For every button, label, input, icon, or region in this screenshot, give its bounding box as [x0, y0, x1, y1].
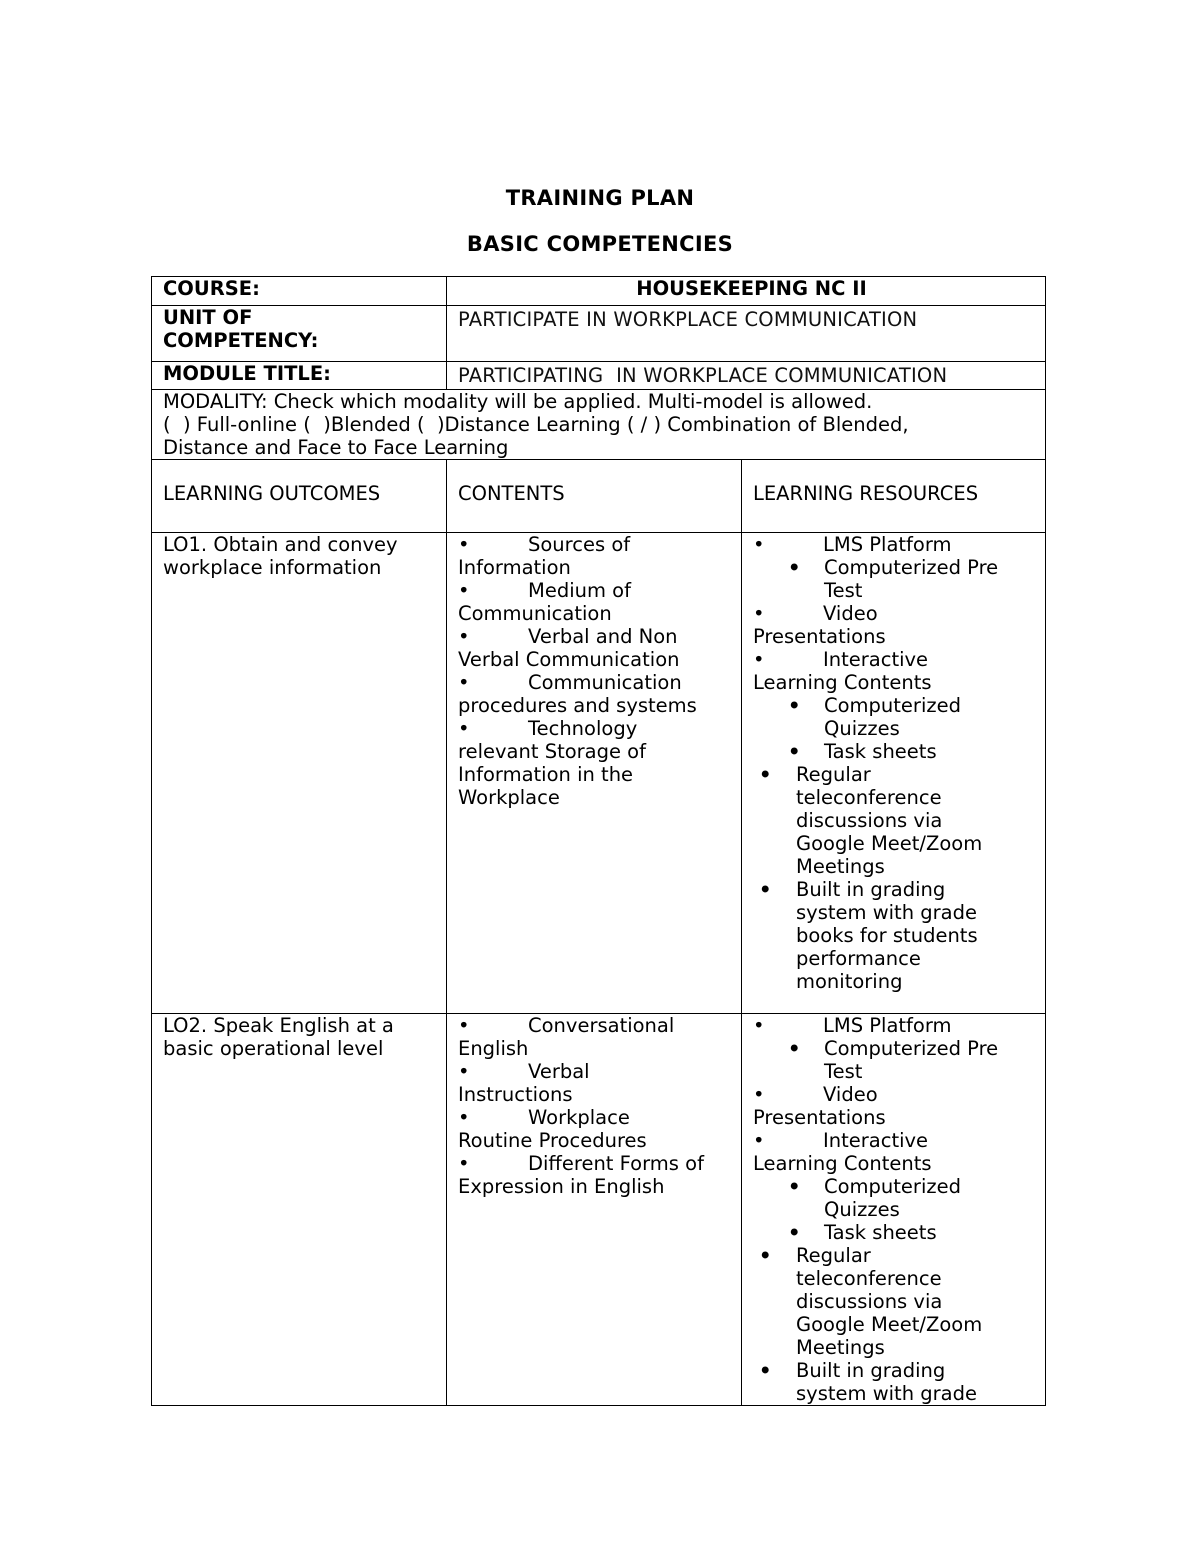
lo2-outcome: [152, 1014, 447, 1406]
content-item: • Verbal: [458, 1060, 590, 1083]
module-row: [152, 362, 1046, 390]
resource-item: • LMS Platform: [753, 533, 952, 556]
content-item: • Technology: [458, 717, 638, 740]
unit-label-line1: UNIT OF: [163, 306, 253, 329]
resource-item: • Built in grading system with grade: [753, 1359, 1045, 1405]
content-item-cont: English: [458, 1037, 529, 1060]
unit-label-line2: COMPETENCY:: [163, 329, 319, 352]
lo2-row: [152, 1014, 1046, 1406]
modality-cell: [152, 390, 1046, 460]
content-item-cont: Verbal Communication: [458, 648, 680, 671]
content-item: • Verbal and Non: [458, 625, 678, 648]
lo1-row: [152, 533, 1046, 1014]
content-item-cont: Routine Procedures: [458, 1129, 647, 1152]
lo2-outcome-line2: basic operational level: [163, 1037, 384, 1060]
unit-label: [152, 306, 447, 362]
content-item: • Conversational: [458, 1014, 675, 1037]
content-item: • Medium of: [458, 579, 631, 602]
modality-row: [152, 390, 1046, 460]
resource-item: • Computerized Pre Test: [753, 556, 1045, 602]
resource-item: • Task sheets: [753, 1221, 1045, 1244]
col-learning-outcomes: LEARNING OUTCOMES: [152, 460, 447, 533]
content-item-cont: Expression in English: [458, 1175, 665, 1198]
resource-item: • Video: [753, 602, 878, 625]
resource-item-cont: Learning Contents: [753, 671, 932, 694]
content-item-cont: Workplace: [458, 786, 560, 809]
resource-item-cont: Presentations: [753, 625, 886, 648]
resource-item: • Interactive: [753, 1129, 929, 1152]
course-value: HOUSEKEEPING NC II: [447, 277, 1046, 306]
resource-item: • Regular teleconference discussions via Google Meet/Zoom Meetings: [753, 1244, 1045, 1359]
resource-item: • Regular teleconference discussions via Google Meet/Zoom Meetings: [753, 763, 1045, 878]
resource-item: • Task sheets: [753, 740, 1045, 763]
modality-line1: MODALITY: Check which modality will be applied. Multi-model is allowed.: [163, 390, 873, 413]
resource-item: • Video: [753, 1083, 878, 1106]
content-item: • Workplace: [458, 1106, 630, 1129]
module-label: MODULE TITLE:: [152, 362, 447, 390]
col-learning-resources: LEARNING RESOURCES: [742, 460, 1046, 533]
modality-line2: ( ) Full-online ( )Blended ( )Distance Learning ( / ) Combination of Blended,: [163, 413, 909, 436]
resource-sublist: [753, 1037, 1045, 1083]
unit-row: [152, 306, 1046, 362]
lo1-outcome-line2: workplace information: [163, 556, 382, 579]
lo1-outcome-line1: LO1. Obtain and convey: [163, 533, 398, 556]
content-item: • Different Forms of: [458, 1152, 704, 1175]
column-header-row: [152, 460, 1046, 533]
content-item-cont: procedures and systems: [458, 694, 697, 717]
resource-item: • Computerized Quizzes: [753, 694, 1045, 740]
col-contents: CONTENTS: [447, 460, 742, 533]
lo1-outcome: [152, 533, 447, 1014]
resource-item-cont: Learning Contents: [753, 1152, 932, 1175]
lo1-resources: [742, 533, 1046, 1014]
content-item-cont: Communication: [458, 602, 612, 625]
resource-sublist: [753, 694, 1045, 993]
lo2-outcome-line1: LO2. Speak English at a: [163, 1014, 394, 1037]
content-item-cont: Information: [458, 556, 571, 579]
modality-line3: Distance and Face to Face Learning: [163, 436, 509, 459]
resource-item: • Computerized Quizzes: [753, 1175, 1045, 1221]
content-item: • Sources of: [458, 533, 631, 556]
document-title: TRAINING PLAN: [505, 186, 695, 210]
training-plan-table: [151, 276, 1046, 1406]
content-item-cont: Information in the: [458, 763, 634, 786]
resource-sublist: [753, 556, 1045, 602]
resource-item: • Computerized Pre Test: [753, 1037, 1045, 1083]
lo1-contents: [447, 533, 742, 1014]
course-label: COURSE:: [152, 277, 447, 306]
course-row: [152, 277, 1046, 306]
resource-sublist: [753, 1175, 1045, 1405]
content-item: • Communication: [458, 671, 682, 694]
module-value: PARTICIPATING IN WORKPLACE COMMUNICATION: [447, 362, 1046, 390]
resource-item: • Built in grading system with grade books for students performance monitoring: [753, 878, 1045, 993]
resource-item: • LMS Platform: [753, 1014, 952, 1037]
content-item-cont: Instructions: [458, 1083, 573, 1106]
unit-value: PARTICIPATE IN WORKPLACE COMMUNICATION: [447, 306, 1046, 362]
resource-item: • Interactive: [753, 648, 929, 671]
content-item-cont: relevant Storage of: [458, 740, 646, 763]
resource-item-cont: Presentations: [753, 1106, 886, 1129]
lo2-resources: [742, 1014, 1046, 1406]
lo2-contents: [447, 1014, 742, 1406]
document-subtitle: BASIC COMPETENCIES: [466, 232, 734, 256]
